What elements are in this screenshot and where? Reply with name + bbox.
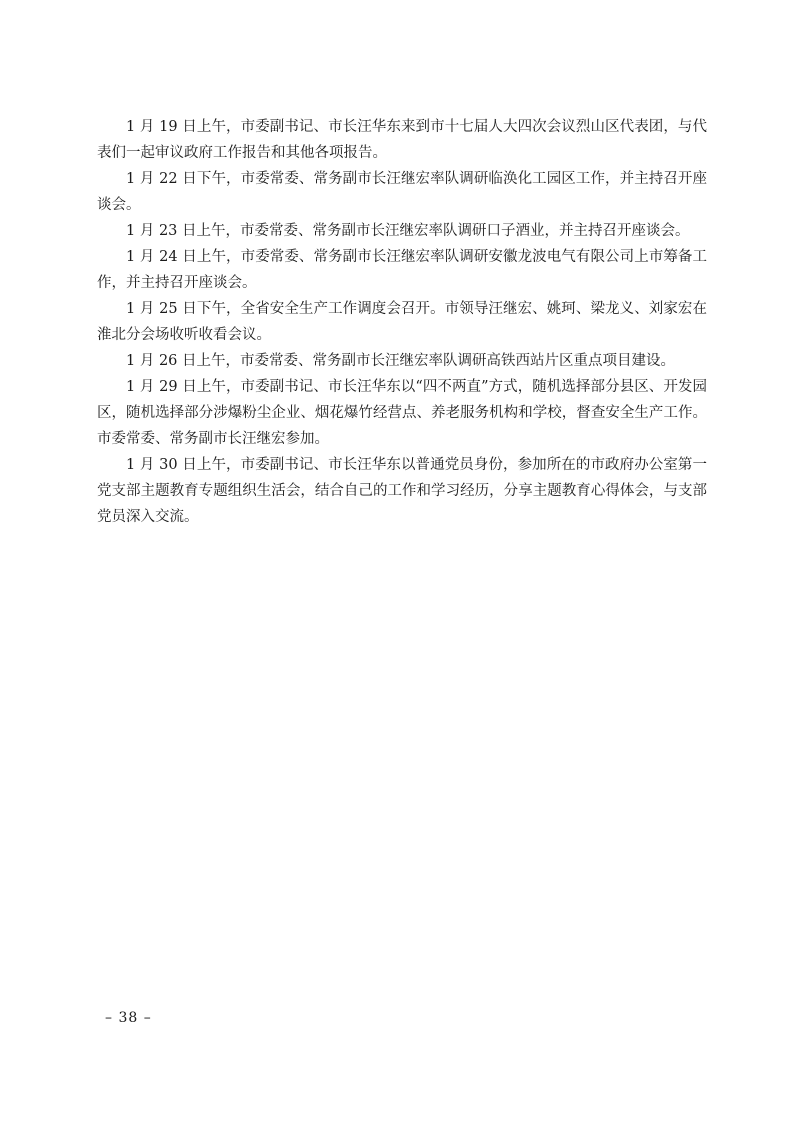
paragraph-jan-29: 1 月 29 日上午，市委副书记、市长汪华东以“四不两直”方式，随机选择部分县区、开发园区，随机选择部分涉爆粉尘企业、烟花爆竹经营点、养老服务机构和学校，督查安全生产工作。市委常委、常务副市长汪继宏参加。 bbox=[97, 379, 707, 447]
paragraph-jan-23: 1 月 23 日上午，市委常委、常务副市长汪继宏率队调研口子酒业，并主持召开座谈会。 bbox=[126, 223, 690, 239]
paragraph-jan-24: 1 月 24 日上午，市委常委、常务副市长汪继宏率队调研安徽龙波电气有限公司上市筹备工作，并主持召开座谈会。 bbox=[97, 249, 707, 291]
paragraph-jan-30: 1 月 30 日上午，市委副书记、市长汪华东以普通党员身份，参加所在的市政府办公室第一党支部主题教育专题组织生活会，结合自己的工作和学习经历，分享主题教育心得体会，与支部党员深入交流。 bbox=[97, 457, 707, 525]
paragraph-jan-19: 1 月 19 日上午，市委副书记、市长汪华东来到市十七届人大四次会议烈山区代表团，与代表们一起审议政府工作报告和其他各项报告。 bbox=[97, 119, 707, 161]
paragraph-jan-22: 1 月 22 日下午，市委常委、常务副市长汪继宏率队调研临涣化工园区工作，并主持召开座谈会。 bbox=[97, 171, 707, 213]
document-body bbox=[97, 114, 707, 530]
paragraph-jan-25: 1 月 25 日下午，全省安全生产工作调度会召开。市领导汪继宏、姚珂、梁龙义、刘家宏在淮北分会场收听收看会议。 bbox=[97, 301, 707, 343]
page-number: – 38 – bbox=[105, 1010, 152, 1026]
paragraph-jan-26: 1 月 26 日上午，市委常委、常务副市长汪继宏率队调研高铁西站片区重点项目建设。 bbox=[126, 353, 676, 369]
